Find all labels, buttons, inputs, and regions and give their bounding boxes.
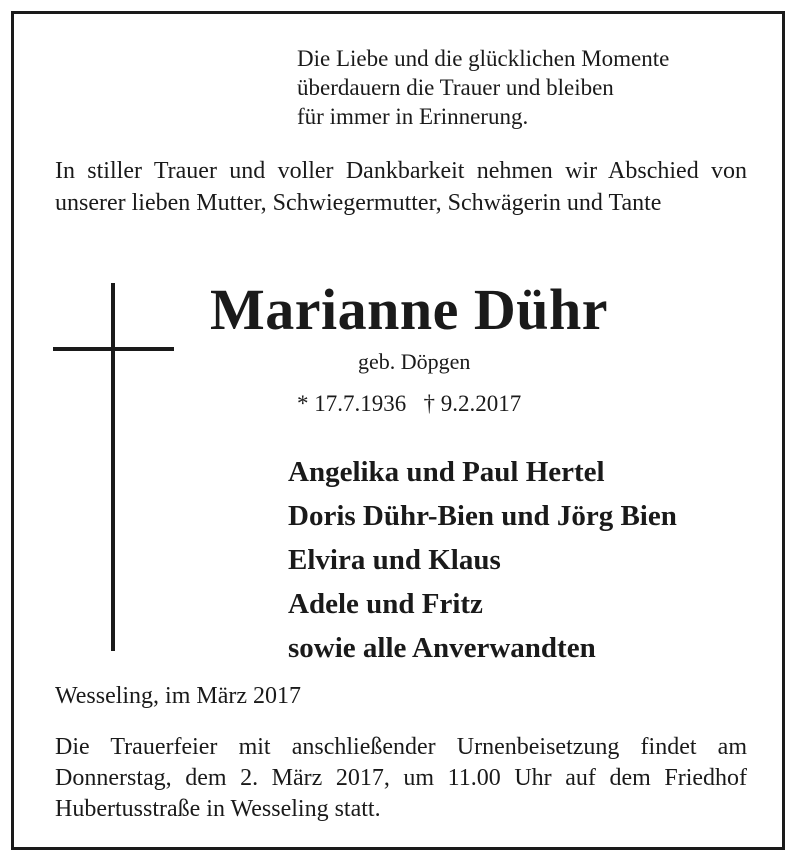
cross-icon-vertical — [111, 283, 115, 651]
notice-border — [11, 11, 785, 850]
place-date: Wesseling, im März 2017 — [55, 683, 302, 709]
ceremony-info: Die Trauerfeier mit anschließender Urnenbeisetzung findet am Donnerstag, dem 2. März 2017, um 11.00 Uhr auf dem Friedhof Hubertusstraße in Wesseling statt. — [55, 734, 747, 822]
life-dates: * 17.7.1936 † 9.2.2017 — [297, 391, 522, 416]
deceased-name: Marianne Dühr — [210, 277, 608, 342]
mourner-item: Adele und Fritz — [288, 588, 483, 620]
intro-text: In stiller Trauer und voller Dankbarkeit nehmen wir Abschied von unserer lieben Mutter, Schwiegermutter, Schwägerin und Tante — [55, 158, 747, 216]
maiden-name: geb. Döpgen — [358, 349, 471, 374]
mourner-item: Angelika und Paul Hertel — [288, 456, 605, 488]
mourner-item: Doris Dühr-Bien und Jörg Bien — [288, 500, 677, 532]
mourner-item: sowie alle Anverwandten — [288, 632, 596, 664]
motto-verse: Die Liebe und die glücklichen Momente überdauern die Trauer und bleiben für immer in Erinnerung. — [297, 46, 670, 129]
mourners-list — [288, 450, 677, 670]
mourner-item: Elvira und Klaus — [288, 544, 501, 576]
cross-icon-horizontal — [53, 347, 174, 351]
